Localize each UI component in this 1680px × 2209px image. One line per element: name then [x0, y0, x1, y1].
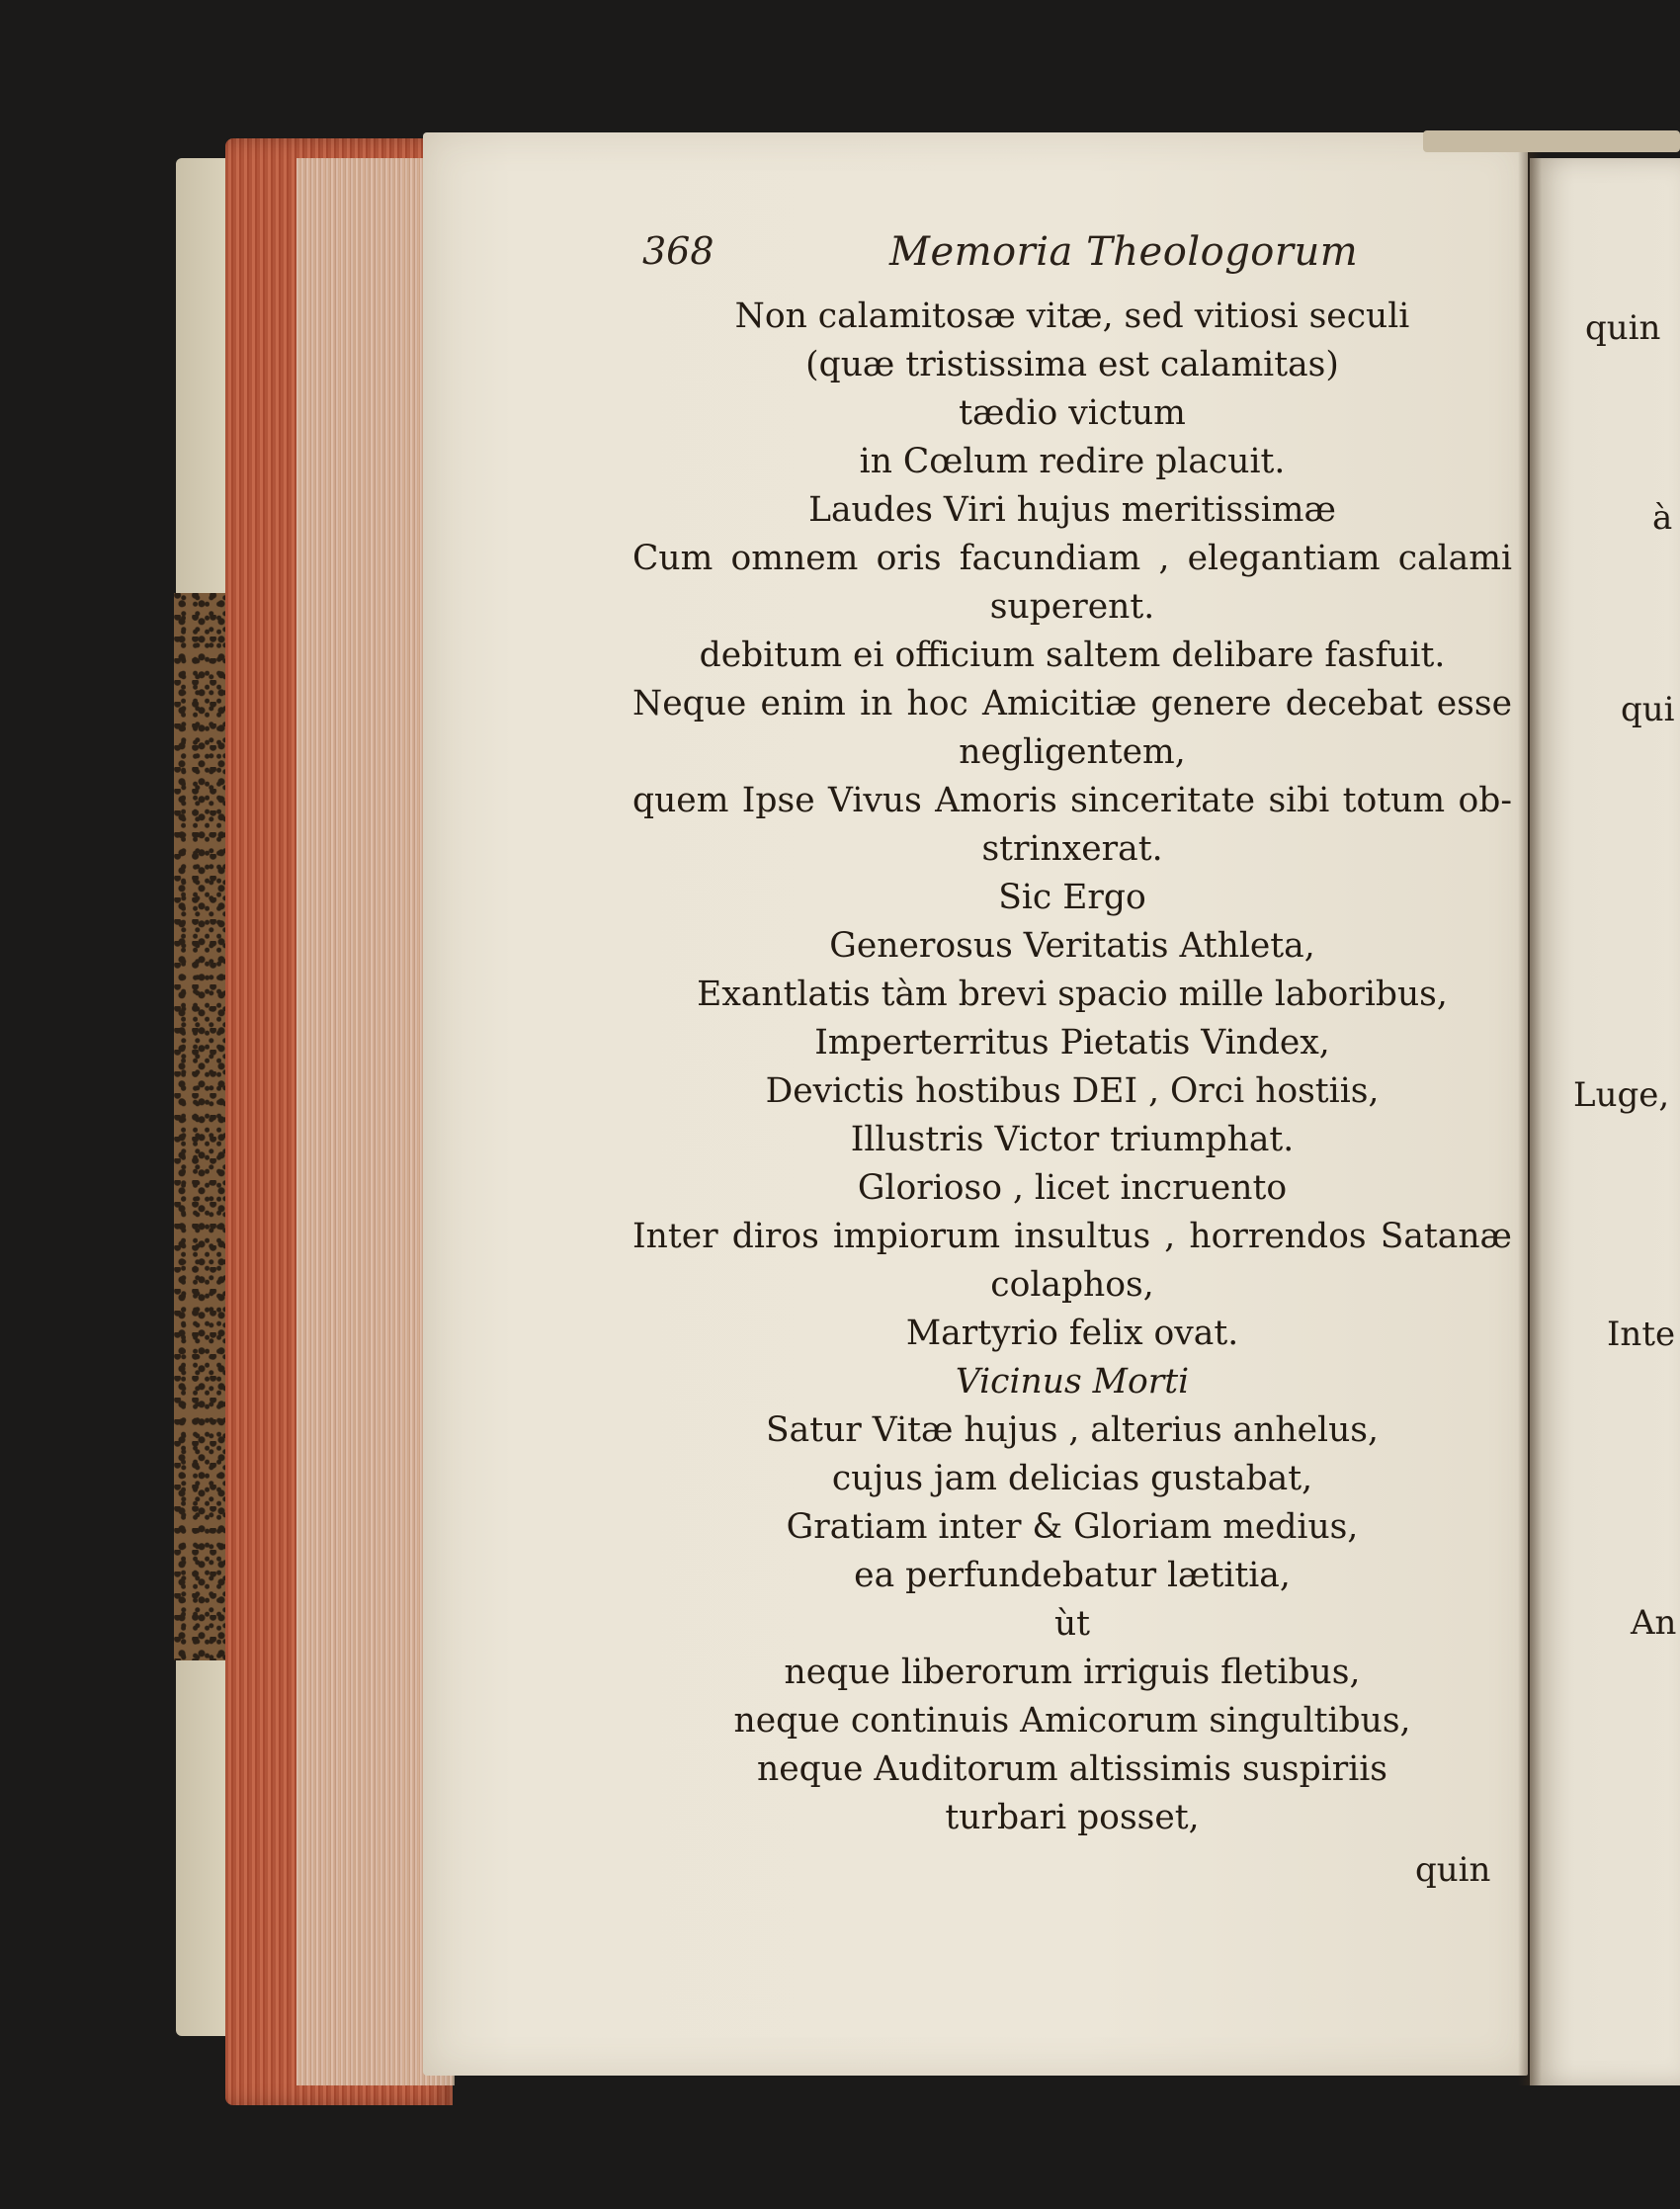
text-line: neque Auditorum altissimis suspiriis	[757, 1749, 1387, 1789]
page-number: 368	[642, 229, 714, 273]
text-line: Gratiam inter & Gloriam medius,	[786, 1507, 1359, 1547]
text-line: Neque enim in hoc Amicitiæ genere decebat esse	[632, 684, 1512, 723]
right-fragment-quin: quin	[1585, 308, 1661, 348]
text-line: Vicinus Morti	[955, 1362, 1190, 1402]
text-line: turbari posset,	[945, 1798, 1200, 1837]
text-line: negligentem,	[959, 732, 1186, 772]
text-line: colaphos,	[990, 1265, 1154, 1305]
right-fragment-a: à	[1652, 498, 1673, 538]
text-line: neque liberorum irriguis fletibus,	[784, 1653, 1361, 1692]
text-line: (quæ tristissima est calamitas)	[805, 345, 1339, 384]
catchword: quin	[1415, 1850, 1491, 1890]
page-header	[642, 229, 1512, 289]
text-line: ùt	[1053, 1604, 1091, 1644]
text-line: Devictis hostibus DEI , Orci hostiis,	[765, 1071, 1380, 1111]
text-line: Exantlatis tàm brevi spacio mille laboribus,	[697, 975, 1448, 1014]
right-fragment-luge: Luge,	[1573, 1075, 1670, 1115]
text-line: Inter diros impiorum insultus , horrendos Satanæ	[632, 1217, 1512, 1256]
text-line: debitum ei officium saltem delibare fasfuit.	[699, 636, 1446, 675]
torn-page-top	[1423, 130, 1680, 152]
right-page	[1530, 158, 1680, 2085]
text-line: ea perfundebatur lætitia,	[854, 1556, 1291, 1595]
text-line: superent.	[989, 587, 1155, 627]
page-text	[632, 293, 1512, 1842]
text-line: in Cœlum redire placuit.	[859, 442, 1286, 481]
text-line: cujus jam delicias gustabat,	[831, 1459, 1313, 1498]
text-line: Glorioso , licet incruento	[857, 1168, 1288, 1208]
running-head: Memoria Theologorum	[889, 229, 1359, 275]
right-fragment-qui: qui	[1621, 690, 1675, 729]
text-line: Cum omnem oris facundiam , elegantiam calami	[632, 539, 1512, 578]
text-line: Generosus Veritatis Athleta,	[829, 926, 1315, 966]
text-line: Satur Vitæ hujus , alterius anhelus,	[766, 1410, 1379, 1450]
text-line: strinxerat.	[981, 829, 1163, 869]
book-gutter	[1518, 148, 1542, 2085]
text-line: Sic Ergo	[998, 878, 1146, 917]
right-fragment-inte: Inte	[1607, 1315, 1676, 1354]
text-line: tædio victum	[959, 393, 1186, 433]
text-line: Non calamitosæ vitæ, sed vitiosi seculi	[734, 297, 1410, 336]
text-line: Imperterritus Pietatis Vindex,	[814, 1023, 1330, 1062]
text-line: Laudes Viri hujus meritissimæ	[808, 490, 1336, 530]
text-line: neque continuis Amicorum singultibus,	[733, 1701, 1411, 1741]
marbled-cover	[174, 593, 229, 1660]
text-line: Martyrio felix ovat.	[905, 1314, 1239, 1353]
right-fragment-an: An	[1631, 1603, 1677, 1643]
text-line: quem Ipse Vivus Amoris sinceritate sibi totum ob-	[632, 781, 1512, 820]
text-line: Illustris Victor triumphat.	[850, 1120, 1295, 1159]
